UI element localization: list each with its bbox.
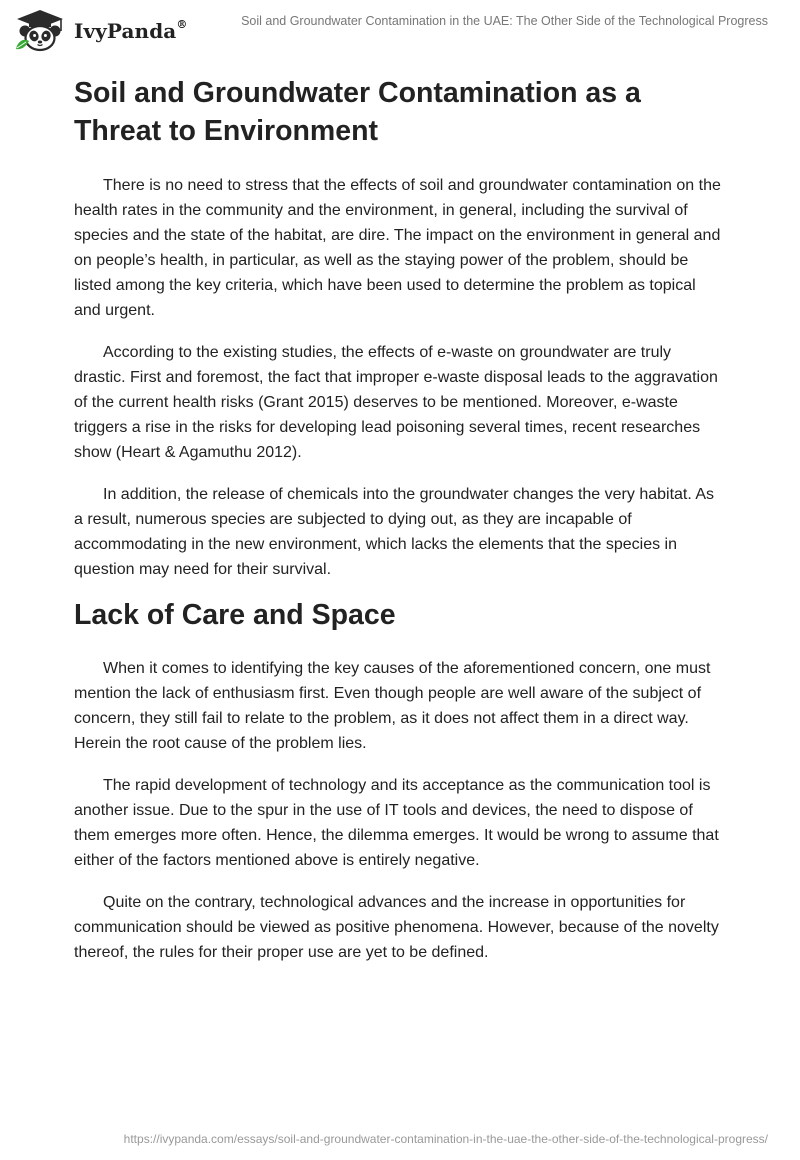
brand-name: IvyPanda®	[74, 18, 188, 43]
paragraph: There is no need to stress that the effects of soil and groundwater contamination on the health rates in the community and the environment, in general, including the survival of species and the state of the habitat, are dire. The impact on the environment in general and on people’s health, in particular, as well as the staying power of the problem, should be listed among the key criteria, which have been used to determine the problem as topical and urgent.	[74, 177, 721, 319]
essay-content	[74, 70, 726, 965]
paragraph: When it comes to identifying the key causes of the aforementioned concern, one must mention the lack of enthusiasm first. Even though people are well aware of the subject of concern, they still fail to relate to the problem, as it does not affect them in a direct way. Herein the root cause of the problem lies.	[74, 660, 711, 752]
ivypanda-logo[interactable]	[14, 9, 187, 53]
header-document-title: Soil and Groundwater Contamination in the UAE: The Other Side of the Technological Progress	[241, 14, 768, 28]
section-heading: Lack of Care and Space	[74, 599, 396, 631]
paragraph: In addition, the release of chemicals into the groundwater changes the very habitat. As a result, numerous species are subjected to dying out, as they are incapable of accommodating in the new environment, which lacks the elements that the species in question may need for their survival.	[74, 486, 715, 578]
panda-graduation-cap-icon	[14, 9, 66, 53]
section-heading: Soil and Groundwater Contamination as a Threat to Environment	[74, 77, 641, 147]
paragraph: According to the existing studies, the effects of e-waste on groundwater are truly drastic. First and foremost, the fact that improper e-waste disposal leads to the aggravation of the current health risks (Grant 2015) deserves to be mentioned. Moreover, e-waste triggers a rise in the risks for developing lead poisoning several times, recent researches show (Heart & Agamuthu 2012).	[74, 344, 718, 461]
paragraph: The rapid development of technology and its acceptance as the communication tool is another issue. Due to the spur in the use of IT tools and devices, the need to dispose of them emerges more often. Hence, the dilemma emerges. It would be wrong to assume that either of the factors mentioned above is entirely negative.	[74, 777, 719, 869]
paragraph: Quite on the contrary, technological advances and the increase in opportunities for communication should be viewed as positive phenomena. However, because of the novelty thereof, the rules for their proper use are yet to be defined.	[74, 894, 719, 961]
page-header	[0, 0, 800, 56]
source-url[interactable]: https://ivypanda.com/essays/soil-and-groundwater-contamination-in-the-uae-the-other-side-of-the-technological-progress/	[123, 1132, 768, 1146]
